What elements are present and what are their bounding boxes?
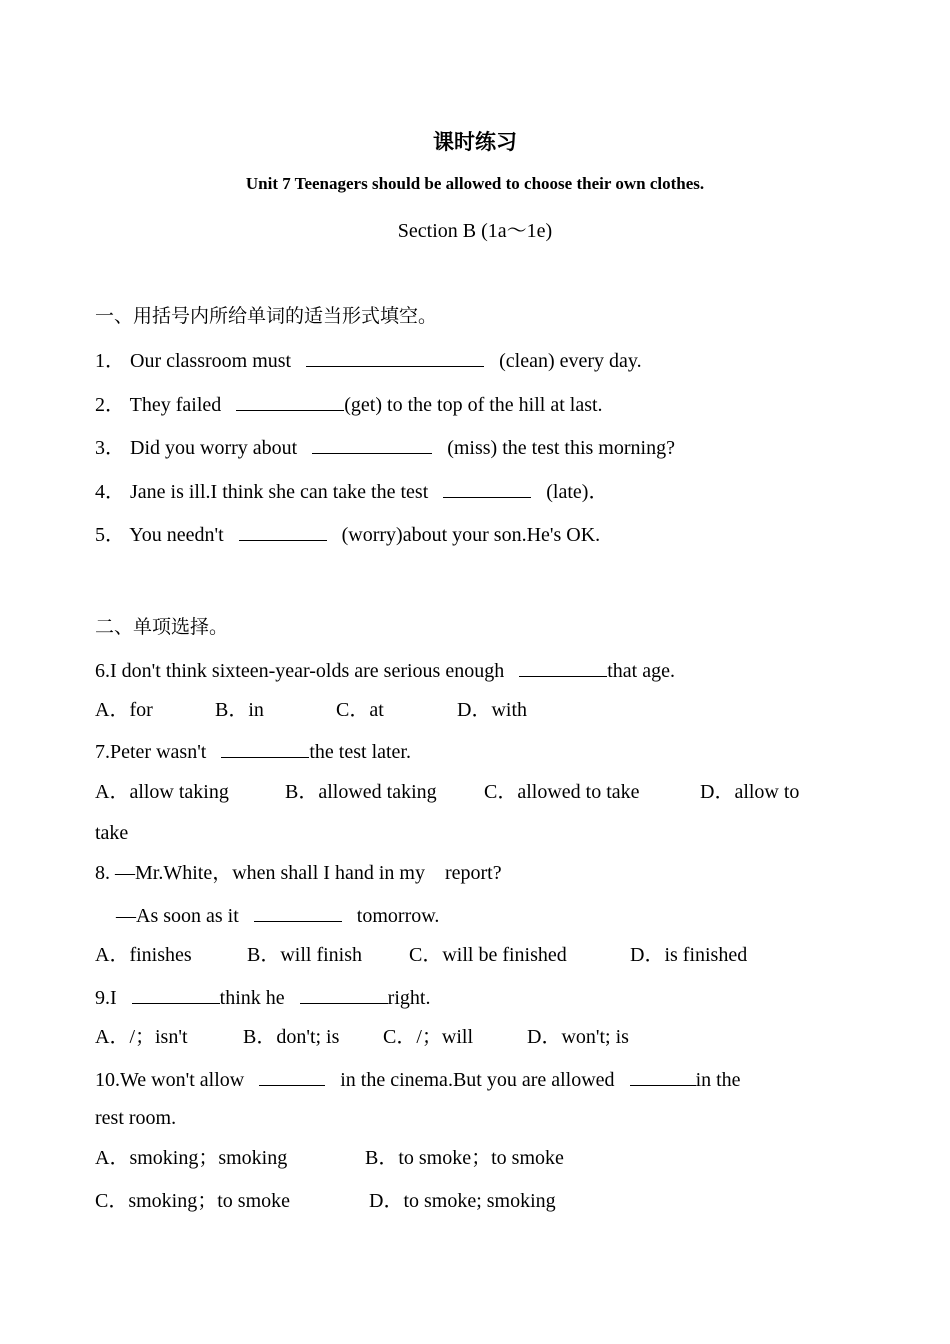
answer-blank[interactable]	[239, 522, 327, 541]
question-number: 3．	[95, 437, 125, 459]
option-a[interactable]: A．/；isn't	[95, 1026, 188, 1048]
question-text: Did you worry about	[130, 437, 298, 459]
question-3	[95, 435, 675, 460]
page-title: 课时练习	[433, 130, 517, 154]
question-9-options	[95, 1025, 629, 1049]
question-text: 6.I don't think sixteen-year-olds are serious enough	[95, 660, 505, 682]
question-text: 7.Peter wasn't	[95, 741, 207, 763]
answer-blank[interactable]	[300, 985, 388, 1004]
option-d[interactable]: D．allow to	[700, 781, 800, 803]
unit-subtitle: Unit 7 Teenagers should be allowed to choose their own clothes.	[245, 174, 705, 193]
option-d[interactable]: D．won't; is	[527, 1026, 629, 1048]
question-text: (late)．	[546, 481, 609, 503]
question-6	[95, 658, 675, 683]
question-1	[95, 348, 642, 373]
option-c[interactable]: C．/；will	[383, 1026, 474, 1048]
question-8: 8. —Mr.White，when shall I hand in my report?	[95, 862, 502, 884]
option-a[interactable]: A．for	[95, 699, 153, 721]
section-label: Section B (1a～1e)	[397, 220, 553, 242]
question-text: think he	[219, 987, 285, 1009]
option-a[interactable]: A．smoking；smoking	[95, 1147, 288, 1169]
question-number: 4．	[95, 481, 125, 503]
question-text: 9.I	[95, 987, 117, 1009]
question-10-options-row2	[95, 1189, 556, 1213]
question-10-options-row1	[95, 1146, 564, 1170]
option-a[interactable]: A．finishes	[95, 944, 192, 966]
question-text: that age.	[607, 660, 675, 682]
question-10-wrap: rest room.	[95, 1107, 177, 1129]
option-c[interactable]: C．at	[336, 699, 384, 721]
answer-blank[interactable]	[306, 348, 484, 367]
answer-blank[interactable]	[312, 435, 432, 454]
option-c[interactable]: C．allowed to take	[484, 781, 640, 803]
answer-blank[interactable]	[630, 1067, 696, 1086]
question-text: in the	[695, 1069, 741, 1091]
question-text: tomorrow.	[356, 905, 440, 927]
answer-blank[interactable]	[236, 392, 344, 411]
question-2	[95, 392, 603, 417]
question-7	[95, 739, 411, 764]
question-text: (clean) every day.	[499, 350, 642, 372]
question-number: 5．	[95, 524, 125, 546]
option-b[interactable]: B．don't; is	[243, 1026, 340, 1048]
question-4	[95, 479, 608, 504]
option-b[interactable]: B．to smoke；to smoke	[365, 1147, 564, 1169]
question-8-reply	[116, 903, 439, 928]
part2-heading: 二、单项选择。	[95, 616, 229, 638]
option-b[interactable]: B．in	[215, 699, 264, 721]
question-text: You needn't	[129, 524, 224, 546]
question-5	[95, 522, 600, 547]
question-text: They failed	[129, 394, 222, 416]
option-d[interactable]: D．is finished	[630, 944, 748, 966]
question-text: —As soon as it	[116, 905, 239, 927]
answer-blank[interactable]	[132, 985, 220, 1004]
question-text: Jane is ill.I think she can take the test	[130, 481, 429, 503]
question-text: (worry)about your son.He's OK.	[341, 524, 601, 546]
question-number: 1．	[95, 350, 125, 372]
option-c[interactable]: C．will be finished	[409, 944, 567, 966]
question-text: (miss) the test this morning?	[447, 437, 675, 459]
option-c[interactable]: C．smoking；to smoke	[95, 1190, 291, 1212]
question-text: 10.We won't allow	[95, 1069, 245, 1091]
answer-blank[interactable]	[443, 479, 531, 498]
option-a[interactable]: A．allow taking	[95, 781, 229, 803]
option-d[interactable]: D．with	[457, 699, 527, 721]
question-7-options	[95, 780, 799, 804]
answer-blank[interactable]	[254, 903, 342, 922]
answer-blank[interactable]	[259, 1067, 325, 1086]
question-7-option-wrap: take	[95, 822, 129, 844]
question-text: (get) to the top of the hill at last.	[344, 394, 603, 416]
option-d[interactable]: D．to smoke; smoking	[369, 1190, 556, 1212]
answer-blank[interactable]	[519, 658, 607, 677]
question-text: in the cinema.But you are allowed	[340, 1069, 615, 1091]
question-text: the test later.	[309, 741, 411, 763]
question-9	[95, 985, 430, 1010]
question-6-options	[95, 698, 527, 722]
question-number: 2．	[95, 394, 125, 416]
part1-heading: 一、用括号内所给单词的适当形式填空。	[95, 305, 438, 327]
option-b[interactable]: B．will finish	[247, 944, 363, 966]
question-text: right.	[387, 987, 431, 1009]
question-text: Our classroom must	[130, 350, 292, 372]
answer-blank[interactable]	[221, 739, 309, 758]
option-b[interactable]: B．allowed taking	[285, 781, 437, 803]
question-10	[95, 1067, 741, 1092]
question-8-options	[95, 943, 747, 967]
